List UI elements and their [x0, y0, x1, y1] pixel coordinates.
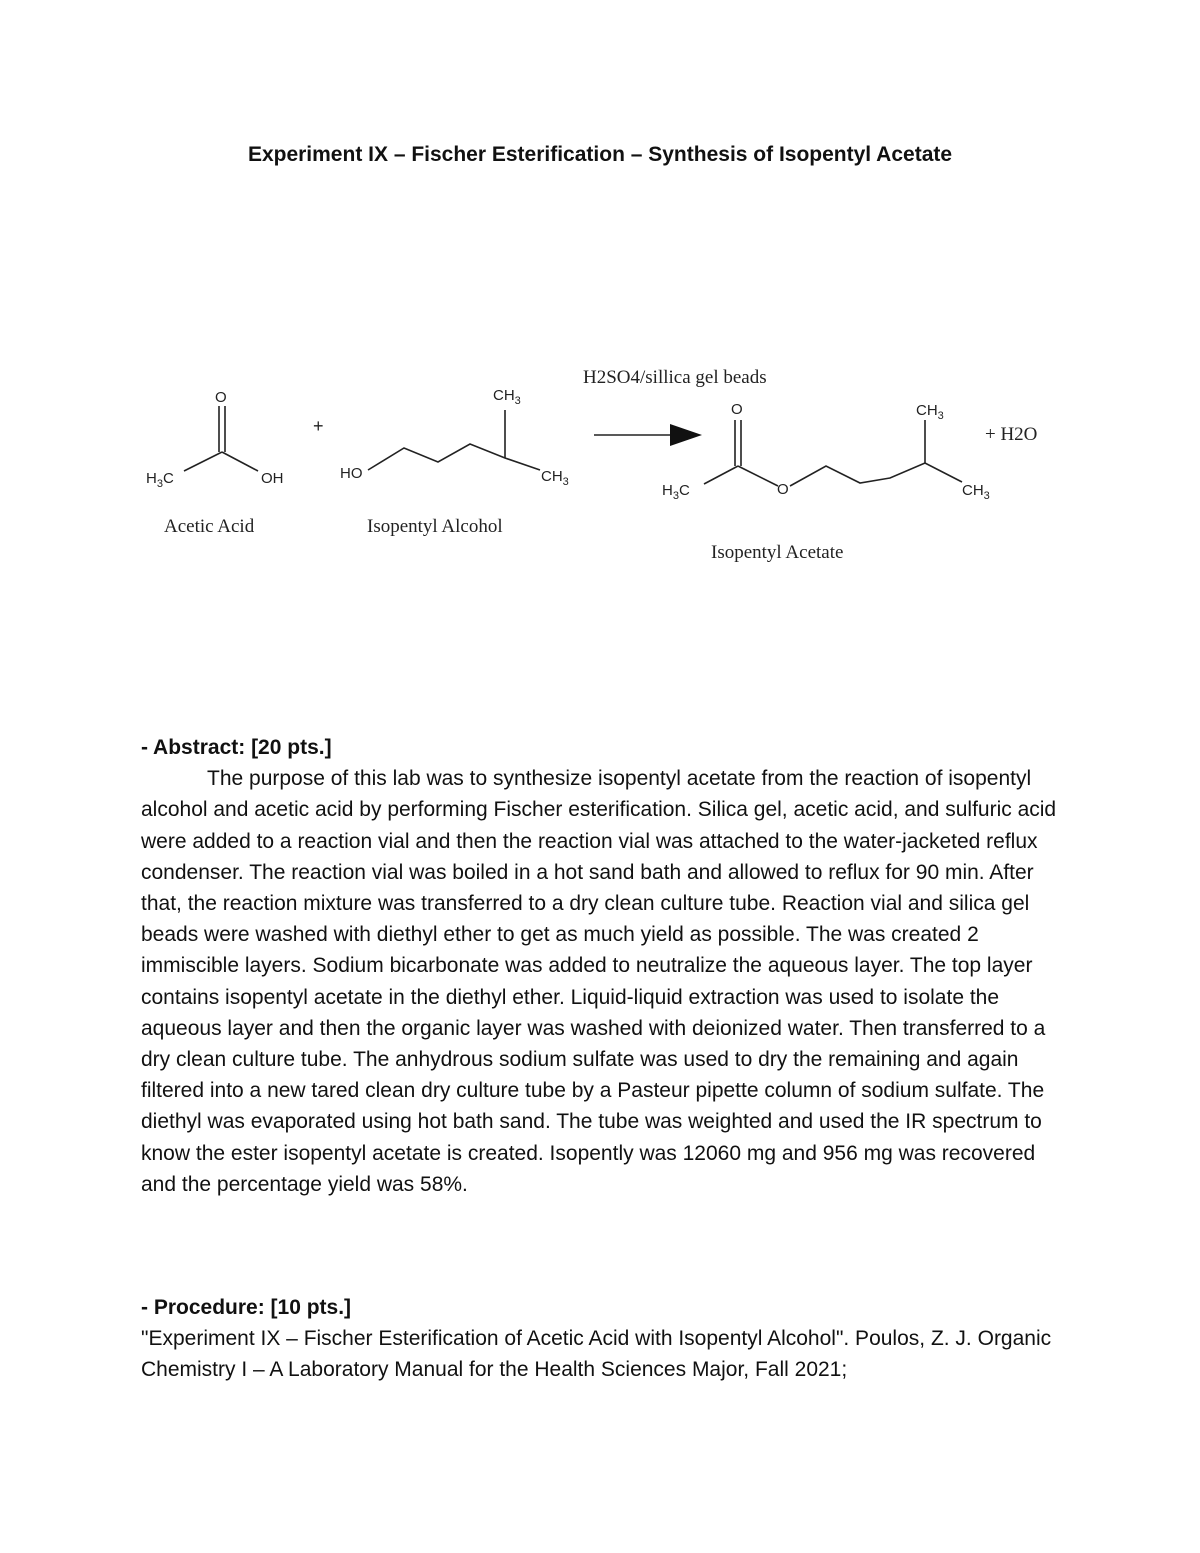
acetate-bond-methyl [704, 466, 738, 484]
acetate-carbonyl-o: O [731, 401, 743, 418]
abstract-body: The purpose of this lab was to synthesize isopentyl acetate from the reaction of isopentyl alcohol and acetic acid by performing Fischer esterification. Silica gel, acetic acid, and sulfuric acid were added to a reaction vial and then the reaction vial was attached to the water-jacketed reflux condenser. The reaction vial was boiled in a hot sand bath and allowed to reflux for 90 min. After that, the reaction mixture was transferred to a dry clean culture tube. Reaction vial and silica gel beads were washed with diethyl ether to get as much yield as possible. The was created 2 immiscible layers. Sodium bicarbonate was added to neutralize the aqueous layer. The top layer contains isopentyl acetate in the diethyl ether. Liquid-liquid extraction was used to isolate the aqueous layer and then the organic layer was washed with deionized water. Then transferred to a dry clean culture tube. The anhydrous sodium sulfate was used to dry the remaining and again filtered into a new tared clean dry culture tube by a Pasteur pipette column of sodium sulfate. The diethyl was evaporated using hot bath sand. The tube was weighted and used the IR spectrum to know the ester isopentyl acetate is created. Isopently was 12060 mg and 956 mg was recovered and the percentage yield was 58%. [141, 767, 1057, 1196]
procedure-heading: - Procedure: [10 pts.] [141, 1296, 352, 1319]
plus-sign: + [313, 416, 324, 436]
acetic-acid-carbonyl-o: O [215, 389, 227, 406]
procedure-section [141, 1292, 1061, 1386]
alcohol-methyl-top: $CH_3$ [493, 387, 521, 407]
alcohol-hydroxyl: HO [340, 465, 363, 482]
isopentyl-alcohol-chain [368, 444, 540, 470]
acetate-bond-ester [738, 466, 778, 486]
procedure-citation: "Experiment IX – Fischer Esterification of Acetic Acid with Isopentyl Alcohol". Poulos, Z. J. Organic Chemistry I – A Laboratory Manual for the Health Sciences Major, Fall 2021; [141, 1327, 1052, 1382]
acetate-methyl-right: $CH_3$ [962, 482, 990, 502]
isopentyl-acetate-name: Isopentyl Acetate [711, 542, 844, 563]
reaction-scheme [0, 350, 1200, 580]
abstract-heading: - Abstract: [20 pts.] [141, 736, 332, 759]
water-byproduct: + H2O [985, 424, 1038, 445]
isopentyl-alcohol-name: Isopentyl Alcohol [367, 516, 503, 537]
reagent-label: H2SO4/sillica gel beads [583, 367, 767, 388]
acetate-chain [790, 463, 962, 486]
abstract-section [141, 732, 1061, 1200]
acetic-acid-methyl-label: $H_3C$ [146, 470, 174, 490]
reaction-arrow-head [670, 424, 702, 446]
acetate-ester-o: O [777, 481, 789, 498]
alcohol-methyl-right: $CH_3$ [541, 468, 569, 488]
acetate-methyl-label: $H_3C$ [662, 482, 690, 502]
page-title: Experiment IX – Fischer Esterification – Synthesis of Isopentyl Acetate [247, 143, 953, 166]
acetate-methyl-top: $CH_3$ [916, 402, 944, 422]
acetic-acid-bond-methyl [184, 452, 222, 471]
acetic-acid-name: Acetic Acid [164, 516, 255, 537]
acetic-acid-hydroxyl: OH [261, 470, 284, 487]
acetic-acid-bond-hydroxyl [222, 452, 258, 471]
